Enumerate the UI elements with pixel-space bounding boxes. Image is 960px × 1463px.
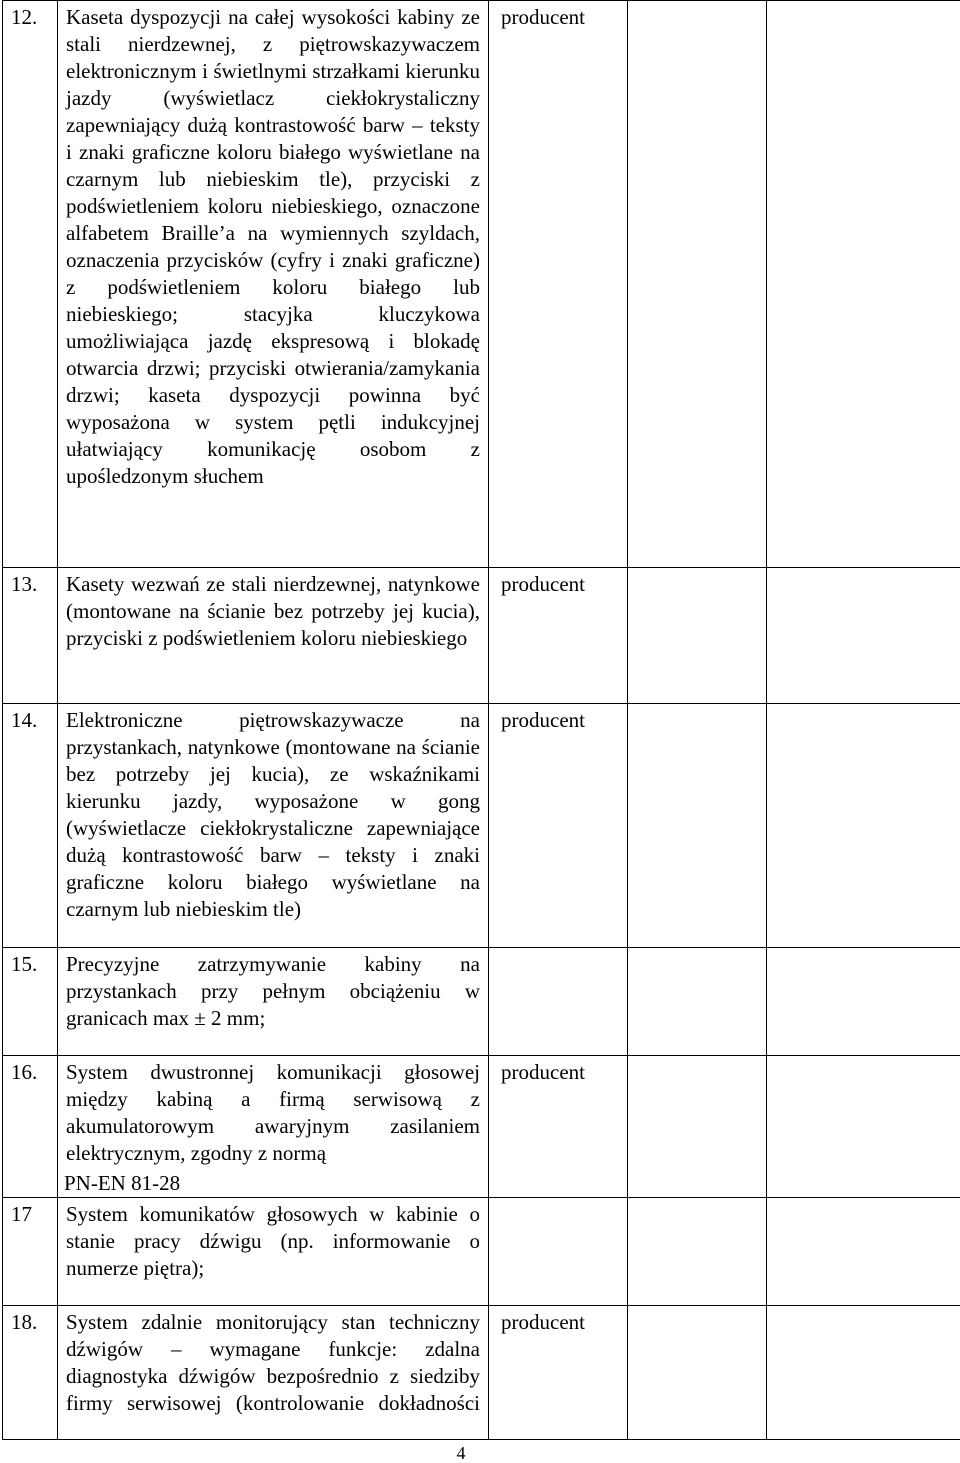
row-description: Precyzyjne zatrzymywanie kabiny na przystankach przy pełnym obciążeniu w granicach max ± 2 mm;	[66, 952, 480, 1030]
table-row	[3, 1306, 960, 1440]
row-source: producent	[501, 708, 585, 732]
standard-reference: PN-EN 81-28	[64, 1171, 181, 1195]
table-row	[3, 1198, 960, 1306]
source-cell	[489, 1, 628, 568]
row-description: System dwustronnej komunikacji głosowej między kabiną a firmą serwisową z akumulatorowym awaryjnym zasilaniem elektrycznym, zgodny z normą	[66, 1060, 480, 1165]
empty-cell[interactable]	[628, 1198, 767, 1306]
row-number-cell	[3, 948, 58, 1056]
empty-cell[interactable]	[628, 704, 767, 948]
row-source: producent	[501, 1060, 585, 1084]
row-number: 14.	[11, 708, 38, 732]
empty-cell[interactable]	[628, 948, 767, 1056]
row-description: System zdalnie monitorujący stan techniczny dźwigów – wymagane funkcje: zdalna diagnostyka dźwigów bezpośrednio z siedziby firmy serwisowej (kontrolowanie dokładności	[66, 1310, 480, 1415]
row-number: 13.	[11, 572, 38, 596]
row-number: 15.	[11, 952, 38, 976]
row-source: producent	[501, 1310, 585, 1334]
source-cell	[489, 1306, 628, 1440]
description-cell	[58, 948, 489, 1056]
empty-cell[interactable]	[628, 1306, 767, 1440]
source-cell	[489, 948, 628, 1056]
table-row	[3, 704, 960, 948]
empty-cell[interactable]	[767, 1, 960, 568]
row-source	[489, 948, 627, 951]
empty-cell[interactable]	[767, 568, 960, 704]
table-row	[3, 1, 960, 568]
row-source: producent	[501, 572, 585, 596]
page-number: 4	[456, 1443, 466, 1463]
row-number-cell	[3, 1198, 58, 1306]
row-number: 16.	[11, 1060, 38, 1084]
row-description: Kaseta dyspozycji na całej wysokości kabiny ze stali nierdzewnej, z piętrowskazywaczem elektronicznym i świetlnymi strzałkami kierunku jazdy (wyświetlacz ciekłokrystaliczny zapewniający dużą kontrastowość barw – teksty i znaki graficzne koloru białego wyświetlane na czarnym lub niebieskim tle), przyciski z podświetleniem koloru niebieskiego, oznaczone alfabetem Braille’a na wymiennych szyldach, oznaczenia przycisków (cyfry i znaki graficzne) z podświetleniem koloru białego lub niebieskiego; stacyjka kluczykowa umożliwiająca jazdę ekspresową i blokadę otwarcia drzwi; przyciski otwierania/zamykania drzwi; kaseta dyspozycji powinna być wyposażona w system pętli indukcyjnej ułatwiający komunikację osobom z upośledzonym słuchem	[66, 5, 480, 488]
empty-cell[interactable]	[767, 1306, 960, 1440]
empty-cell[interactable]	[767, 1056, 960, 1198]
source-cell	[489, 1056, 628, 1198]
description-cell	[58, 568, 489, 704]
source-cell	[489, 704, 628, 948]
description-cell	[58, 1198, 489, 1306]
row-number: 17	[11, 1202, 32, 1226]
row-description: System komunikatów głosowych w kabinie o stanie pracy dźwigu (np. informowanie o numerze piętra);	[66, 1202, 480, 1280]
row-number-cell	[3, 1, 58, 568]
table-row	[3, 568, 960, 704]
row-description: Elektroniczne piętrowskazywacze na przystankach, natynkowe (montowane na ścianie bez potrzeby jej kucia), ze wskaźnikami kierunku jazdy, wyposażone w gong (wyświetlacze ciekłokrystaliczne zapewniające dużą kontrastowość barw – teksty i znaki graficzne koloru białego wyświetlane na czarnym lub niebieskim tle)	[66, 708, 480, 921]
empty-cell[interactable]	[628, 1, 767, 568]
row-number-cell	[3, 568, 58, 704]
row-number-cell	[3, 1306, 58, 1440]
empty-cell[interactable]	[628, 568, 767, 704]
row-description: Kasety wezwań ze stali nierdzewnej, natynkowe (montowane na ścianie bez potrzeby jej kucia), przyciski z podświetleniem koloru niebieskiego	[66, 572, 480, 650]
empty-cell[interactable]	[767, 948, 960, 1056]
description-cell	[58, 1306, 489, 1440]
row-number-cell	[3, 704, 58, 948]
row-source	[489, 1198, 627, 1201]
row-source: producent	[501, 5, 585, 29]
row-number-cell	[3, 1056, 58, 1198]
empty-cell[interactable]	[767, 704, 960, 948]
row-number: 12.	[11, 5, 38, 29]
table-row	[3, 1056, 960, 1198]
specification-table	[2, 0, 960, 1440]
table-row	[3, 948, 960, 1056]
empty-cell[interactable]	[767, 1198, 960, 1306]
description-cell	[58, 1, 489, 568]
source-cell	[489, 1198, 628, 1306]
source-cell	[489, 568, 628, 704]
empty-cell[interactable]	[628, 1056, 767, 1198]
row-number: 18.	[11, 1310, 38, 1334]
description-cell	[58, 704, 489, 948]
description-cell	[58, 1056, 489, 1198]
